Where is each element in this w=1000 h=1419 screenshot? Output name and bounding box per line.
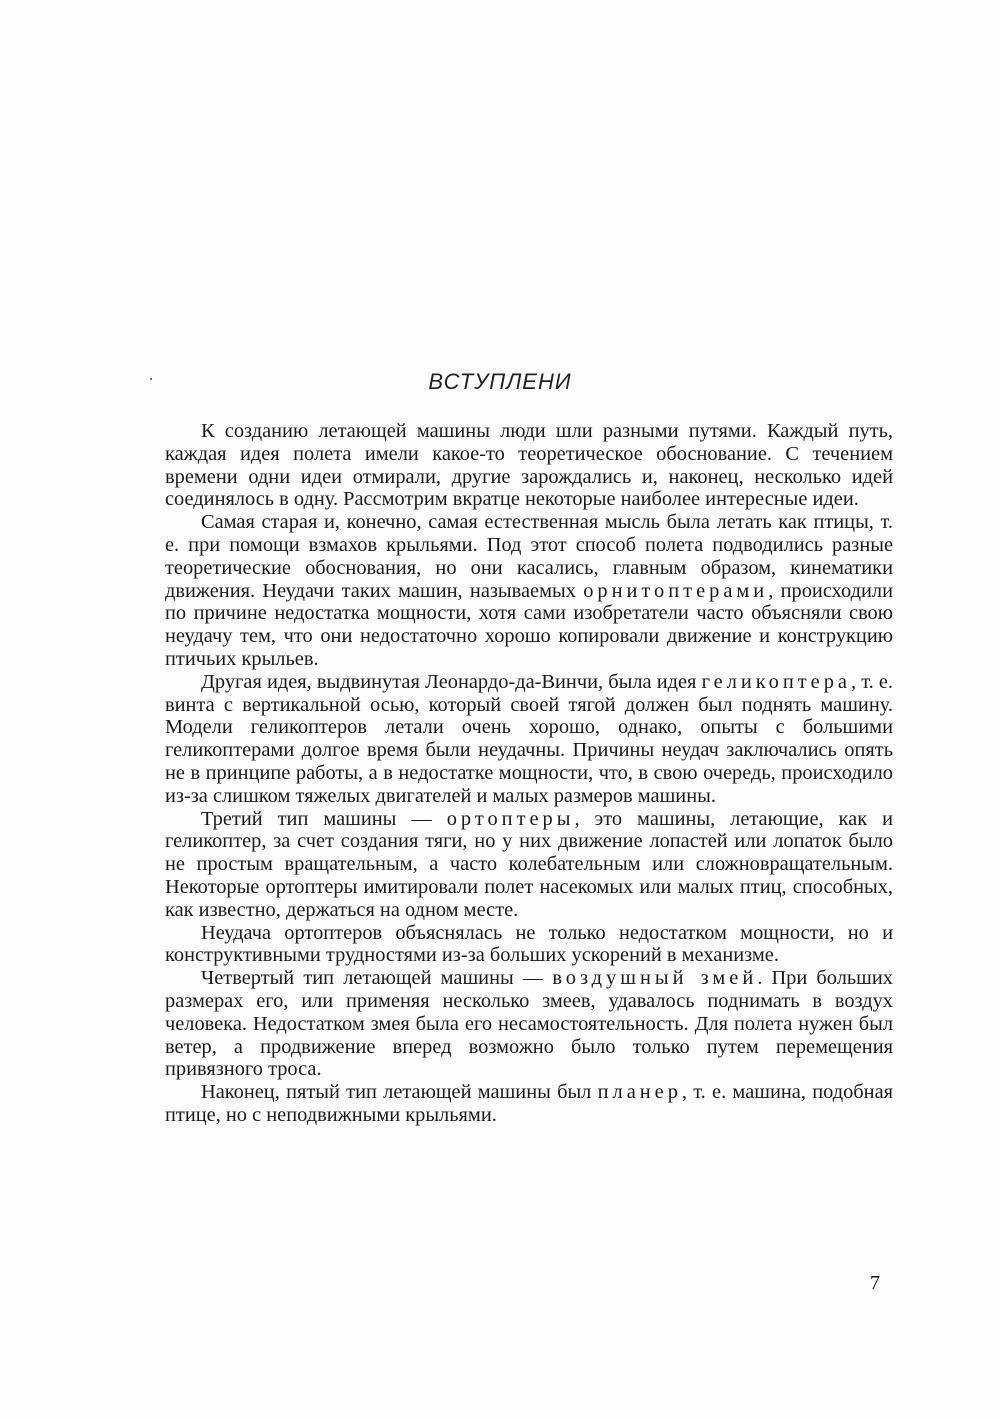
paragraph-4 bbox=[165, 808, 893, 922]
paragraph-text: , т. е. винта с вертикальной осью, который своей тягой должен был поднять машину. Модели геликоптеров летали очень хорошо, однако, опыты с большими геликоптерами долгое время были неудачны. Причины неудач заключались опять не в принципе работы, а в недостатке мощности, что, в свою очередь, происходило из-за слишком тяжелых двигателей и малых размеров машины. bbox=[165, 670, 893, 807]
paragraph-7 bbox=[165, 1081, 893, 1127]
paragraph-text: Неудача ортоптеров объяснялась не только недостатком мощности, но и конструктивными трудностями из-за больших ускорений в механизме. bbox=[165, 921, 893, 967]
paragraph-6 bbox=[165, 967, 893, 1081]
spaced-term: орнитоптерами bbox=[583, 579, 769, 602]
page-number: 7 bbox=[870, 1272, 880, 1294]
paragraph-3 bbox=[165, 671, 893, 808]
paragraph-5 bbox=[165, 922, 893, 968]
spaced-term: планер bbox=[597, 1081, 682, 1104]
paragraph-text: Третий тип машины — bbox=[201, 807, 447, 830]
chapter-body bbox=[165, 420, 893, 1127]
paragraph-1 bbox=[165, 420, 893, 511]
chapter-title: ВСТУПЛЕНИ bbox=[428, 369, 572, 394]
paragraph-text: , т. е. машина, подобная птице, но с неподвижными крыльями. bbox=[165, 1081, 893, 1126]
paragraph-text: . При больших размерах его, или применяя несколько змеев, удавалось поднимать в воздух человека. Недостатком змея была его несамостоятельность. Для полета нужен был ветер, а продвижение вперед возможно было только путем перемещения привязного троса. bbox=[165, 967, 893, 1081]
paragraph-text: К созданию летающей машины люди шли разными путями. Каждый путь, каждая идея полета имели какое-то теоретическое обоснование. С течением времени одни идеи отмирали, другие зарождались и, наконец, несколько идей соединялось в одну. Рассмотрим вкратце некоторые наиболее интересные идеи. bbox=[165, 420, 893, 511]
paragraph-text: , это машины, летающие, как и геликоптер, за счет создания тяги, но у них движение лопастей или лопаток было не простым вращательным, а часто колебательным или сложновращательным. Некоторые ортоптеры имитировали полет насекомых или малых птиц, способных, как известно, держаться на одном месте. bbox=[165, 807, 893, 921]
paragraph-text: Самая старая и, конечно, самая естественная мысль была летать как птицы, т. е. при помощи взмахов крыльями. Под этот способ полета подводились разные теоретические обоснования, но они касались, главным образом, кинематики движения. Неудачи таких машин, называемых bbox=[165, 511, 893, 602]
spaced-term: воздушный змей bbox=[552, 967, 758, 990]
spaced-term: геликоптера bbox=[701, 670, 851, 693]
paragraph-text: , происходили по причине недостатка мощности, хотя сами изобретатели часто объясняли свою неудачу тем, что они недостаточно хорошо копировали движение и конструкцию птичьих крыльев. bbox=[165, 579, 894, 670]
paragraph-text: Четвертый тип летающей машины — bbox=[201, 967, 553, 990]
paragraph-text: Другая идея, выдвинутая Леонардо-да-Винчи, была идея bbox=[201, 670, 702, 693]
spaced-term: ортоптеры bbox=[446, 807, 575, 830]
paragraph-2 bbox=[165, 511, 893, 671]
paragraph-text: Наконец, пятый тип летающей машины был bbox=[201, 1081, 598, 1104]
